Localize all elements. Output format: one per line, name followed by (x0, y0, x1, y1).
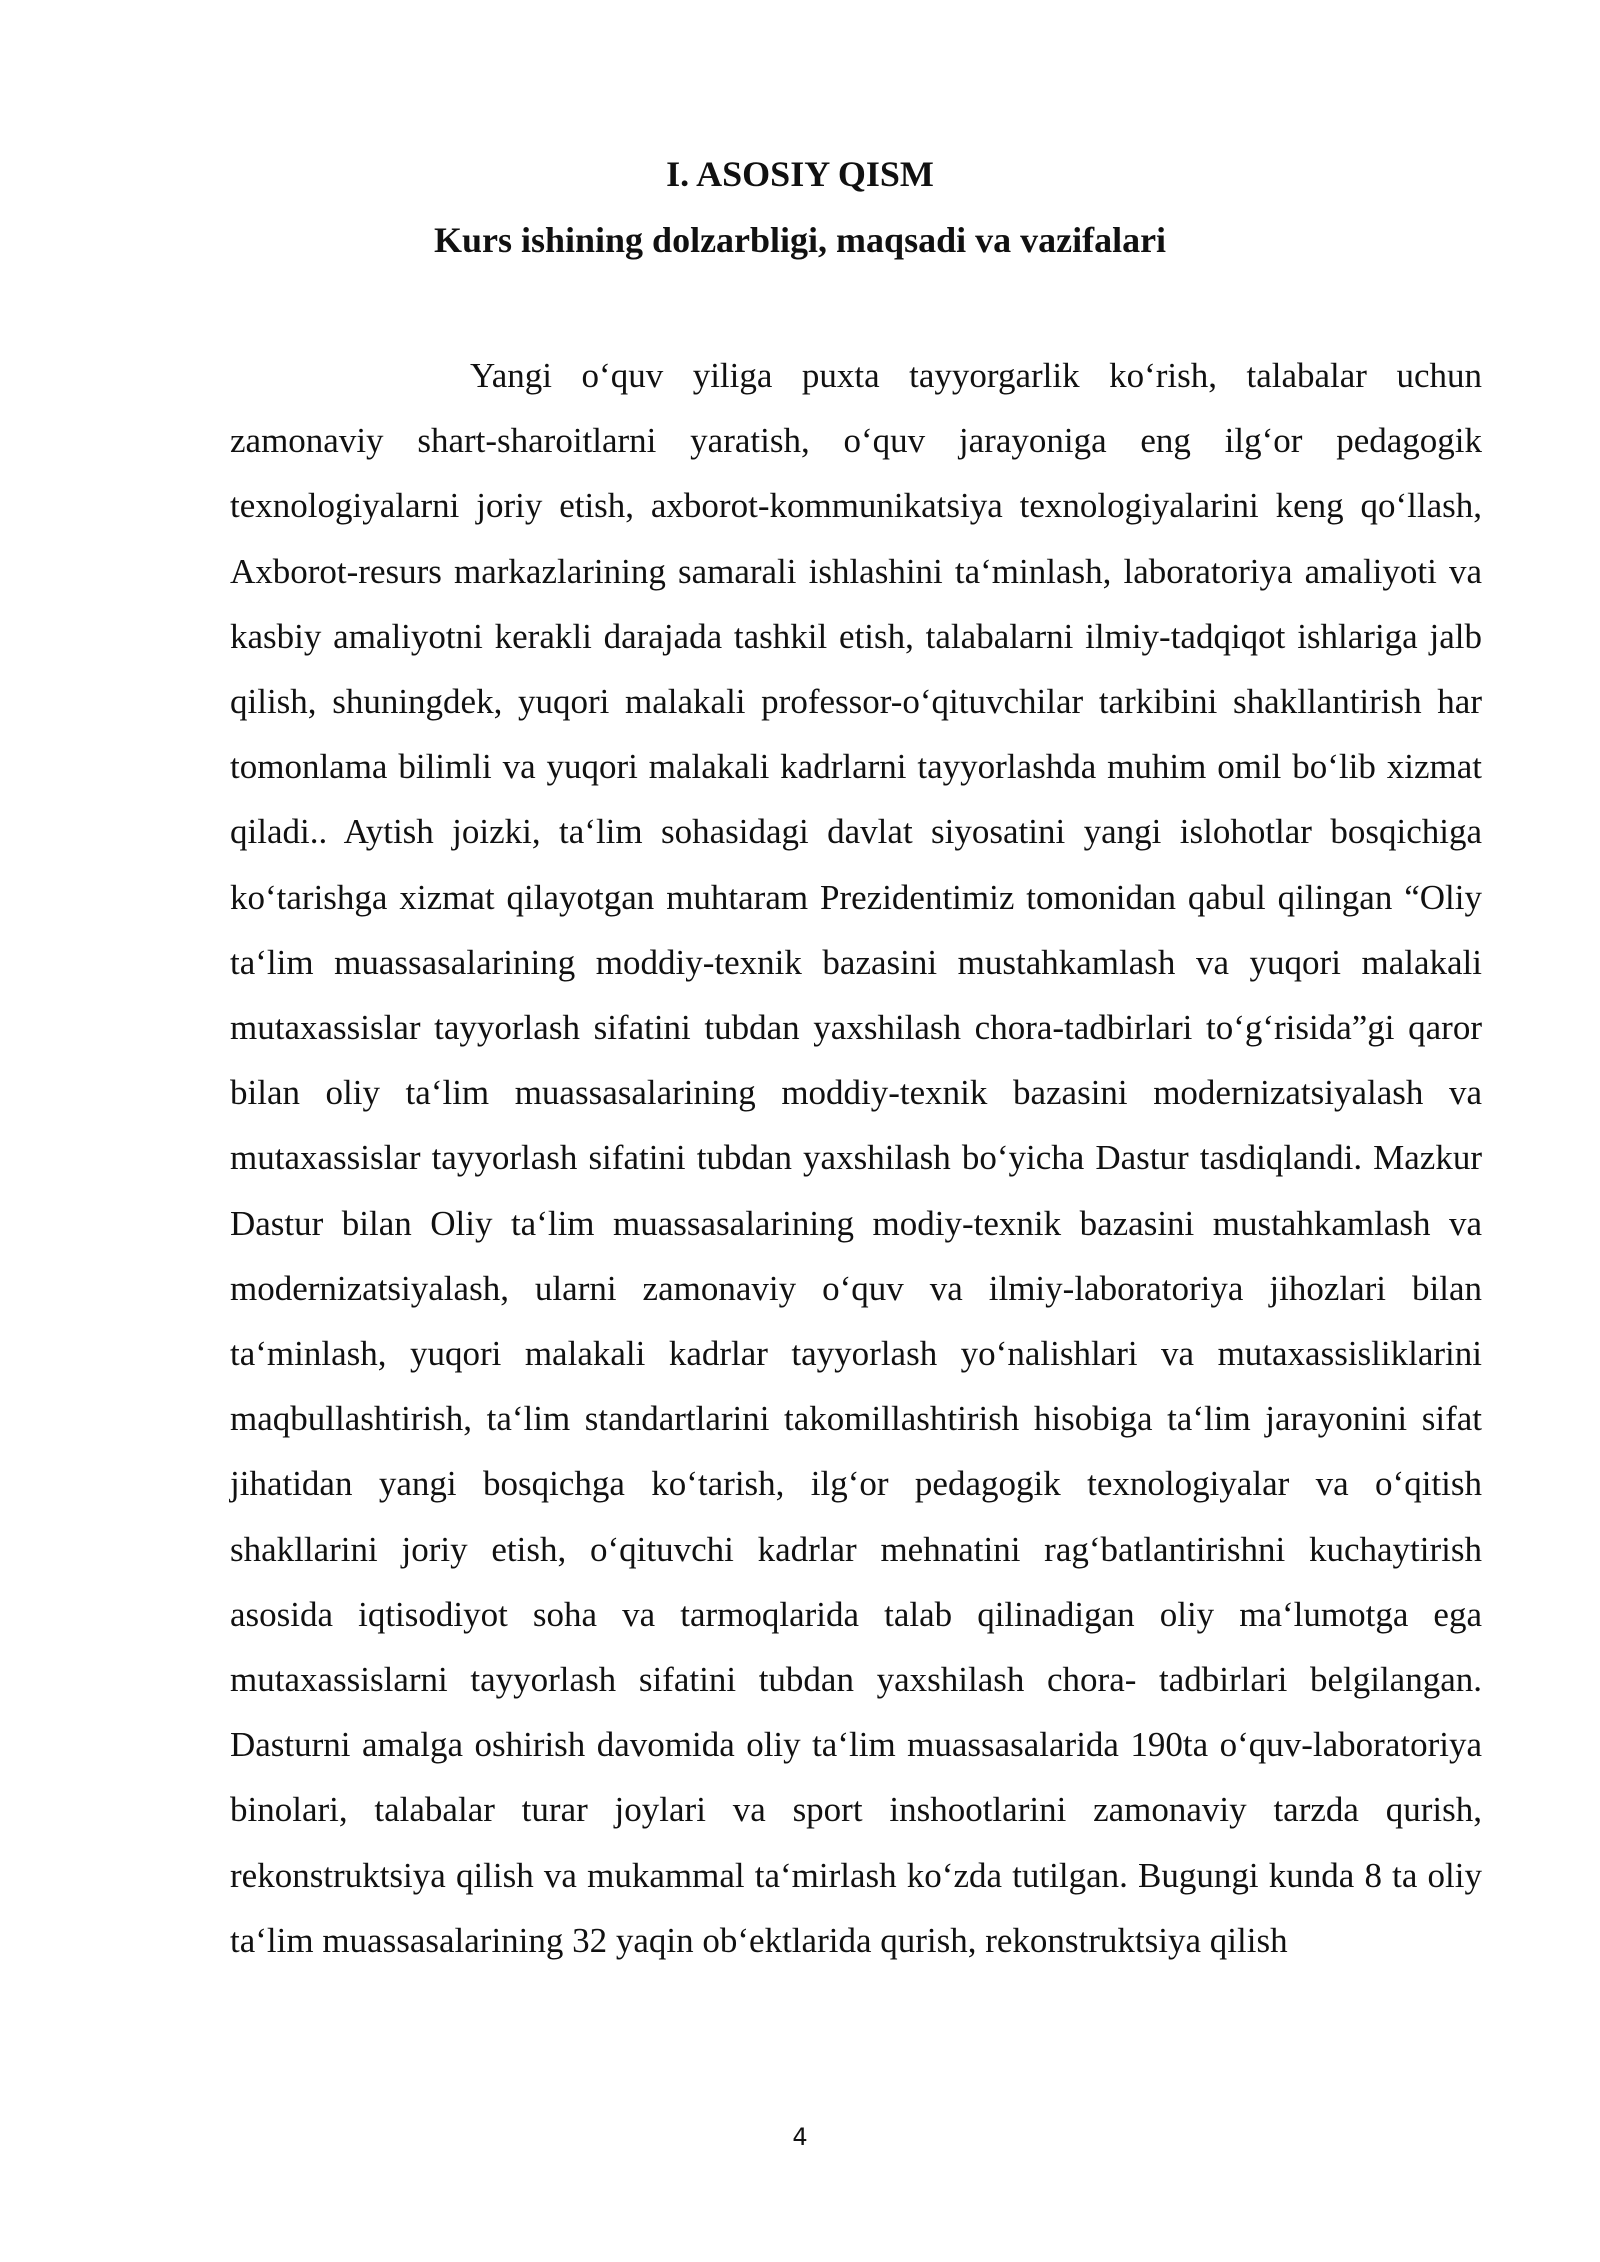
page-number: 4 (792, 2123, 808, 2151)
body-paragraph: Yangi o‘quv yiliga puxta tayyorgarlik ko‘rish, talabalar uchun zamonaviy shart-sharoitlarni yaratish, o‘quv jarayoniga eng ilg‘or pedagogik texnologiyalarni joriy etish, axborot-kommunikatsiya texnologiyalarini keng qo‘llash, Axborot-resurs markazlarining samarali ishlashini ta‘minlash, laboratoriya amaliyoti va kasbiy amaliyotni kerakli darajada tashkil etish, talabalarni ilmiy-tadqiqot ishlariga jalb qilish, shuningdek, yuqori malakali professor-o‘qituvchilar tarkibini shakllantirish har tomonlama bilimli va yuqori malakali kadrlarni tayyorlashda muhim omil bo‘lib xizmat qiladi.. Aytish joizki, ta‘lim sohasidagi davlat siyosatini yangi islohotlar bosqichiga ko‘tarishga xizmat qilayotgan muhtaram Prezidentimiz tomonidan qabul qilingan “Oliy ta‘lim muassasalarining moddiy-texnik bazasini mustahkamlash va yuqori malakali mutaxassislar tayyorlash sifatini tubdan yaxshilash chora-tadbirlari to‘g‘risida”gi qaror bilan oliy ta‘lim muassasalarining moddiy-texnik bazasini modernizatsiyalash va mutaxassislar tayyorlash sifatini tubdan yaxshilash bo‘yicha Dastur tasdiqlandi. Mazkur Dastur bilan Oliy ta‘lim muassasalarining modiy-texnik bazasini mustahkamlash va modernizatsiyalash, ularni zamonaviy o‘quv va ilmiy-laboratoriya jihozlari bilan ta‘minlash, yuqori malakali kadrlar tayyorlash yo‘nalishlari va mutaxassisliklarini maqbullashtirish, ta‘lim standartlarini takomillashtirish hisobiga ta‘lim jarayonini sifat jihatidan yangi bosqichga ko‘tarish, ilg‘or pedagogik texnologiyalar va o‘qitish shakllarini joriy etish, o‘qituvchi kadrlar mehnatini rag‘batlantirishni kuchaytirish asosida iqtisodiyot soha va tarmoqlarida talab qilinadigan oliy ma‘lumotga ega mutaxassislarni tayyorlash sifatini tubdan yaxshilash chora- tadbirlari belgilangan. Dasturni amalga oshirish davomida oliy ta‘lim muassasalarida 190ta o‘quv-laboratoriya binolari, talabalar turar joylari va sport inshootlarini zamonaviy tarzda qurish, rekonstruktsiya qilish va mukammal ta‘mirlash ko‘zda tutilgan. Bugungi kunda 8 ta oliy ta‘lim muassasalarining 32 yaqin ob‘ektlarida qurish, rekonstruktsiya qilish (230, 356, 1482, 1960)
section-subheading: Kurs ishining dolzarbligi, maqsadi va vazifalari (433, 220, 1167, 260)
section-heading: I. ASOSIY QISM (666, 154, 934, 194)
